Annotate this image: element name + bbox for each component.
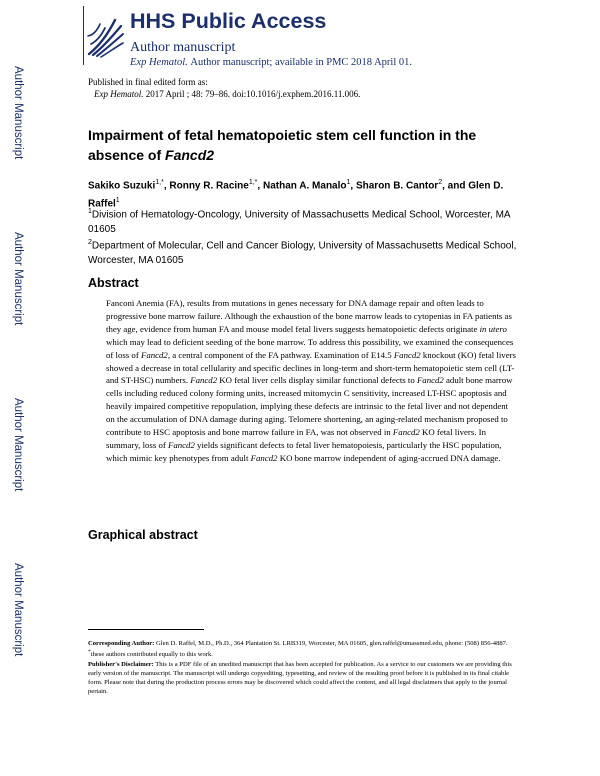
sidebar-author-manuscript-label: Author Manuscript — [12, 232, 24, 326]
corresponding-author-note — [88, 639, 518, 648]
abstract-text-run: knockout (KO) fetal livers showed a decrease in total cellularity and specific declines in long-term and short-term hematopoietic stem cell (LT- and ST-HSC) numbers. — [106, 349, 516, 386]
affiliation-text: Division of Hematology-Oncology, University of Massachusetts Medical School, Worcester, MA 01605 — [88, 209, 511, 235]
published-in-label: Published in final edited form as: — [88, 77, 208, 87]
corresponding-author-text: Glen D. Raffel, M.D., Ph.D., 364 Plantation St. LRB319, Worcester, MA 01605, glen.raffel@umassmed.edu, phone: (508) 856-4887. — [154, 640, 508, 647]
abstract-italic-term: Fancd2 — [416, 375, 444, 386]
abstract-text-run: KO bone marrow independent of aging-accrued DNA damage. — [277, 452, 501, 463]
header-divider — [83, 6, 84, 65]
abstract-text-run: KO fetal liver cells display similar functional defects to — [217, 375, 417, 386]
author-name: Nathan A. Manalo — [262, 180, 347, 192]
sidebar-author-manuscript-label: Author Manuscript — [12, 563, 24, 657]
affiliation-text: Department of Molecular, Cell and Cancer Biology, University of Massachusetts Medical School, Worcester, MA 01605 — [88, 240, 517, 266]
abstract-text-run: Fanconi Anemia (FA), results from mutations in genes necessary for DNA damage repair and often leads to progressive bone marrow failure. Although the exhaustion of the bone marrow leads to cytopenias in FA patients as they age, evidence from human FA and mouse model fetal livers suggests hematopoietic defects originate — [106, 298, 512, 334]
author-separator: , — [350, 180, 356, 192]
citation-line — [94, 89, 360, 99]
publisher-disclaimer — [88, 660, 518, 696]
author-affiliation-marker: 1 — [346, 179, 351, 186]
availability-text: Author manuscript; available in PMC 2018 April 01. — [190, 57, 413, 68]
footnote-divider — [88, 629, 204, 630]
footnotes — [88, 639, 518, 696]
abstract-text-run: , a central component of the FA pathway. Examination of E14.5 — [167, 349, 394, 360]
abstract-italic-term: Fancd2 — [392, 427, 420, 438]
sidebar-author-manuscript-label: Author Manuscript — [12, 66, 24, 160]
author-name: Ronny R. Racine — [169, 180, 249, 192]
abstract-text-run: which may lead to deficient seeding of the bone marrow. To address this possibility, we examined the consequences of loss of — [106, 336, 514, 360]
author-affiliation-marker: 1,* — [155, 179, 164, 186]
abstract-text-run: KO fetal livers. In summary, loss of — [106, 427, 486, 450]
paper-title — [88, 125, 508, 165]
paper-title-gene: Fancd2 — [165, 147, 215, 163]
publisher-disclaimer-label: Publisher's Disclaimer: — [88, 661, 154, 669]
author-name: Glen D. Raffel — [88, 180, 504, 210]
availability-journal: Exp Hematol. — [130, 57, 188, 68]
abstract-italic-term: Fancd2 — [393, 349, 421, 360]
equal-contribution-note — [88, 648, 518, 659]
affiliation-marker: 2 — [88, 239, 92, 246]
hhs-eagle-logo-icon — [85, 14, 125, 58]
abstract-italic-term: Fancd2 — [167, 439, 195, 450]
abstract-italic-term: in utero — [479, 323, 507, 334]
author-separator: , — [163, 180, 170, 192]
hhs-public-access-title: HHS Public Access — [130, 9, 327, 33]
author-separator: , and — [442, 180, 469, 192]
citation-journal: Exp Hematol. — [94, 89, 144, 99]
graphical-abstract-heading: Graphical abstract — [88, 528, 198, 542]
affiliation-2 — [88, 236, 518, 268]
paper-title-main: Impairment of fetal hematopoietic stem cell function in the absence of — [88, 127, 477, 163]
publisher-disclaimer-text: This is a PDF file of an unedited manuscript that has been accepted for publication. As a service to our customers we are providing this early version of the manuscript. The manuscript will undergo copyediting, typesetting, and review of the resulting proof before it is published in its final citable form. Please note that during the production process errors may be discovered which could affect the content, and all legal disclaimers that apply to the journal pertain. — [88, 661, 512, 696]
availability-line — [130, 57, 412, 68]
author-affiliation-marker: 2 — [438, 179, 443, 186]
author-affiliation-marker: 1,* — [248, 179, 258, 186]
abstract-body — [106, 297, 518, 465]
affiliation-1 — [88, 205, 518, 237]
author-name: Sakiko Suzuki — [88, 180, 156, 192]
abstract-italic-term: Fancd2 — [250, 452, 278, 463]
abstract-italic-term: Fancd2 — [190, 375, 218, 386]
abstract-italic-term: Fancd2 — [140, 349, 168, 360]
sidebar-author-manuscript-label: Author Manuscript — [12, 398, 24, 492]
abstract-text-run: yields significant defects to fetal liver hematopoiesis, particularly the HSC population, which mimic key phenotypes from adult — [106, 439, 502, 463]
abstract-heading: Abstract — [88, 276, 139, 290]
author-name: Sharon B. Cantor — [355, 180, 439, 192]
affiliation-marker: 1 — [88, 208, 92, 215]
author-affiliation-marker: 1 — [115, 197, 120, 205]
author-separator: , — [257, 180, 263, 192]
citation-details: 2017 April ; 48: 79–86. doi:10.1016/j.exphem.2016.11.006. — [145, 89, 361, 99]
equal-contribution-marker: * — [88, 649, 91, 655]
corresponding-author-label: Corresponding Author: — [88, 640, 155, 647]
equal-contribution-text: these authors contributed equally to this work. — [90, 651, 213, 659]
author-manuscript-subtitle: Author manuscript — [130, 40, 236, 55]
abstract-text-run: adult bone marrow cells including reduced colony forming units, increased mitomycin C sensitivity, increased LT-HSC apoptosis and heavily impaired competitive repopulation, implying these defects are intrinsic to the fetal liver and not dependent on the accumulation of DNA damage during aging. Telomere shortening, an aging-related mechanism proposed to contribute to HSC apoptosis and bone marrow failure in FA, was not observed in — [106, 375, 513, 438]
